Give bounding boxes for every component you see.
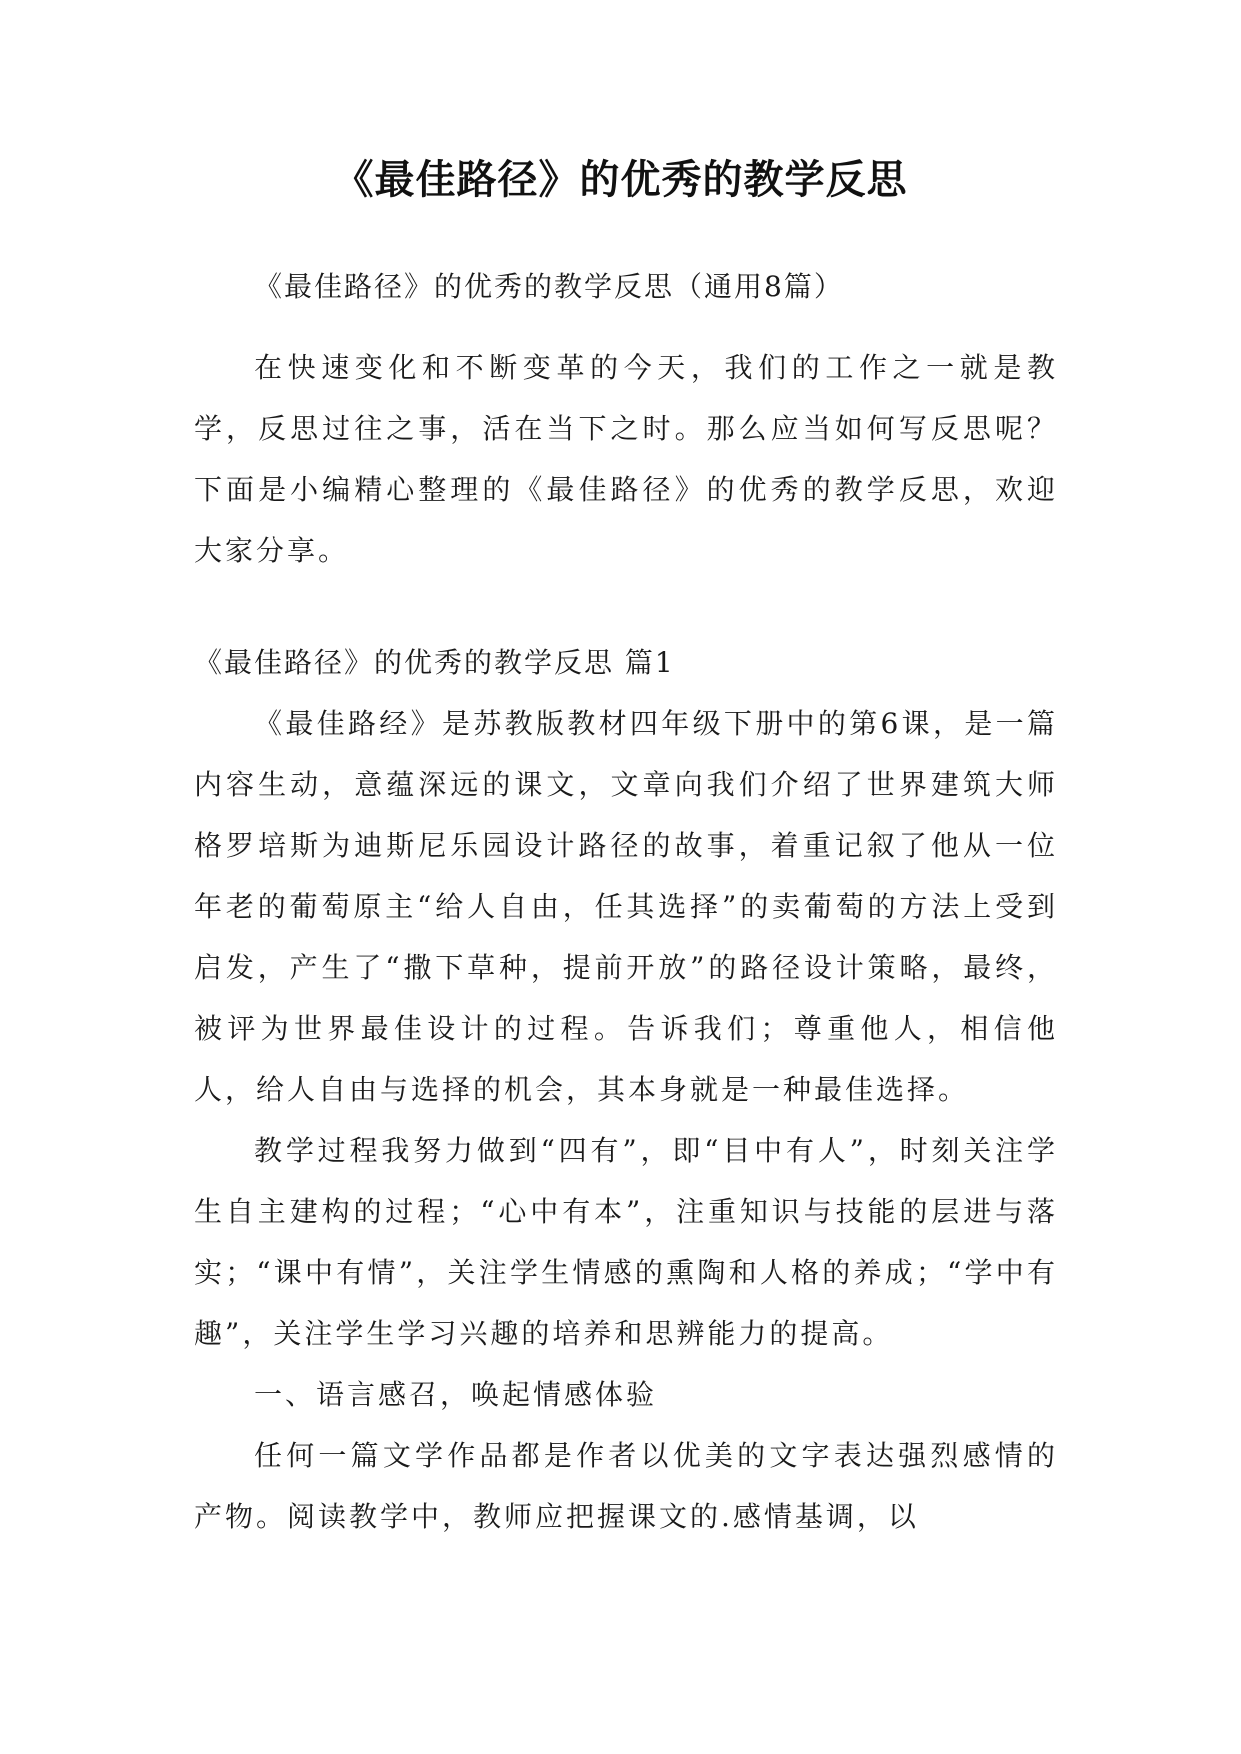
subheading-paragraph: 一、语言感召，唤起情感体验 [254,1378,658,1411]
section-body [194,693,1058,1547]
body-paragraph: 《最佳路经》是苏教版教材四年级下册中的第6课，是一篇内容生动，意蕴深远的课文，文章向我们介绍了世界建筑大师格罗培斯为迪斯尼乐园设计路径的故事，着重记叙了他从一位年老的葡萄原主“给人自由，任其选择”的卖葡萄的方法上受到启发，产生了“撒下草种，提前开放”的路径设计策略，最终，被评为世界最佳设计的过程。告诉我们；尊重他人，相信他人，给人自由与选择的机会，其本身就是一种最佳选择。 [194,707,1058,1106]
body-paragraph: 任何一篇文学作品都是作者以优美的文字表达强烈感情的产物。阅读教学中，教师应把握课文的.感情基调，以 [194,1439,1058,1533]
intro-paragraph: 在快速变化和不断变革的今天，我们的工作之一就是教学，反思过往之事，活在当下之时。那么应当如何写反思呢？下面是小编精心整理的《最佳路径》的优秀的教学反思，欢迎大家分享。 [194,351,1058,567]
document-title: 《最佳路径》的优秀的教学反思 [333,157,908,203]
body-paragraph: 教学过程我努力做到“四有”，即“目中有人”，时刻关注学生自主建构的过程；“心中有本”，注重知识与技能的层进与落实；“课中有情”，关注学生情感的熏陶和人格的养成；“学中有趣”，关注学生学习兴趣的培养和思辨能力的提高。 [194,1134,1058,1350]
section-heading: 《最佳路径》的优秀的教学反思 篇1 [194,646,675,679]
document-subtitle: 《最佳路径》的优秀的教学反思（通用8篇） [254,270,844,303]
